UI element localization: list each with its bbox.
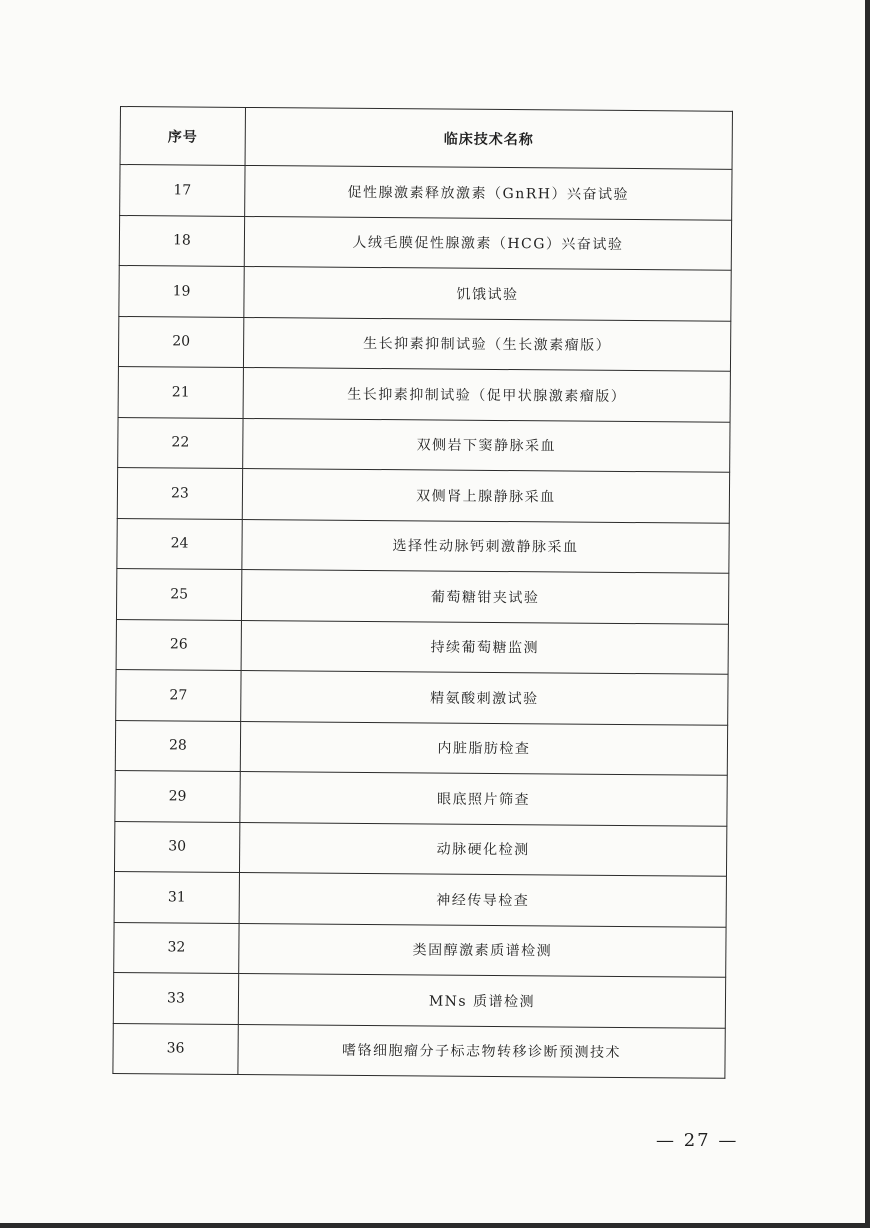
row-technique-name: 动脉硬化检测	[239, 822, 726, 876]
table-row	[115, 770, 727, 825]
row-technique-name: 促性腺激素释放激素（GnRH）兴奋试验	[245, 165, 732, 219]
row-technique-name: 持续葡萄糖监测	[241, 620, 728, 674]
row-technique-name: 生长抑素抑制试验（促甲状腺激素瘤版）	[243, 367, 730, 421]
technique-table-container	[112, 106, 740, 1079]
row-serial-number: 20	[118, 316, 243, 367]
row-serial-number: 24	[117, 518, 242, 569]
row-technique-name: MNs 质谱检测	[238, 973, 725, 1027]
row-serial-number: 25	[116, 568, 241, 619]
header-technique-name: 临床技术名称	[245, 107, 732, 169]
row-serial-number: 29	[115, 770, 240, 821]
table-row	[116, 669, 728, 724]
row-serial-number: 17	[120, 165, 245, 216]
row-serial-number: 30	[114, 821, 239, 872]
row-technique-name: 精氨酸刺激试验	[241, 670, 728, 724]
row-technique-name: 选择性动脉钙刺激静脉采血	[242, 519, 729, 573]
row-technique-name: 眼底照片筛查	[240, 771, 727, 825]
row-technique-name: 饥饿试验	[244, 266, 731, 320]
row-serial-number: 26	[116, 619, 241, 670]
row-serial-number: 23	[117, 467, 242, 518]
table-row	[117, 467, 729, 522]
table-row	[119, 215, 731, 270]
technique-table	[112, 106, 733, 1079]
table-row	[115, 720, 727, 775]
table-row	[114, 821, 726, 876]
page-number: — 27 —	[656, 1130, 739, 1151]
row-technique-name: 嗜铬细胞瘤分子标志物转移诊断预测技术	[238, 1024, 725, 1078]
row-serial-number: 28	[115, 720, 240, 771]
table-row	[117, 518, 729, 573]
row-serial-number: 32	[114, 922, 239, 973]
table-row	[118, 316, 730, 371]
table-row	[114, 871, 726, 926]
row-technique-name: 生长抑素抑制试验（生长激素瘤版）	[243, 317, 730, 371]
row-technique-name: 双侧肾上腺静脉采血	[242, 468, 729, 522]
scan-edge-right	[865, 0, 870, 1228]
table-row	[119, 265, 731, 320]
table-row	[113, 1023, 725, 1078]
row-serial-number: 18	[119, 215, 244, 266]
row-technique-name: 人绒毛膜促性腺激素（HCG）兴奋试验	[244, 216, 731, 270]
row-serial-number: 19	[119, 265, 244, 316]
table-row	[114, 922, 726, 977]
scan-edge-bottom	[0, 1223, 870, 1228]
row-serial-number: 27	[116, 669, 241, 720]
table-row	[113, 972, 725, 1027]
table-row	[116, 568, 728, 623]
table-header-row	[120, 107, 732, 170]
row-serial-number: 33	[113, 972, 238, 1023]
table-row	[118, 366, 730, 421]
row-serial-number: 22	[118, 417, 243, 468]
row-serial-number: 31	[114, 871, 239, 922]
table-row	[118, 417, 730, 472]
row-technique-name: 类固醇激素质谱检测	[239, 923, 726, 977]
row-technique-name: 神经传导检查	[239, 872, 726, 926]
row-serial-number: 21	[118, 366, 243, 417]
row-technique-name: 内脏脂肪检查	[240, 721, 727, 775]
table-body	[113, 165, 732, 1079]
row-technique-name: 双侧岩下窦静脉采血	[243, 418, 730, 472]
table-row	[116, 619, 728, 674]
row-technique-name: 葡萄糖钳夹试验	[241, 569, 728, 623]
row-serial-number: 36	[113, 1023, 238, 1074]
header-serial-number: 序号	[120, 107, 245, 166]
table-row	[120, 165, 732, 220]
